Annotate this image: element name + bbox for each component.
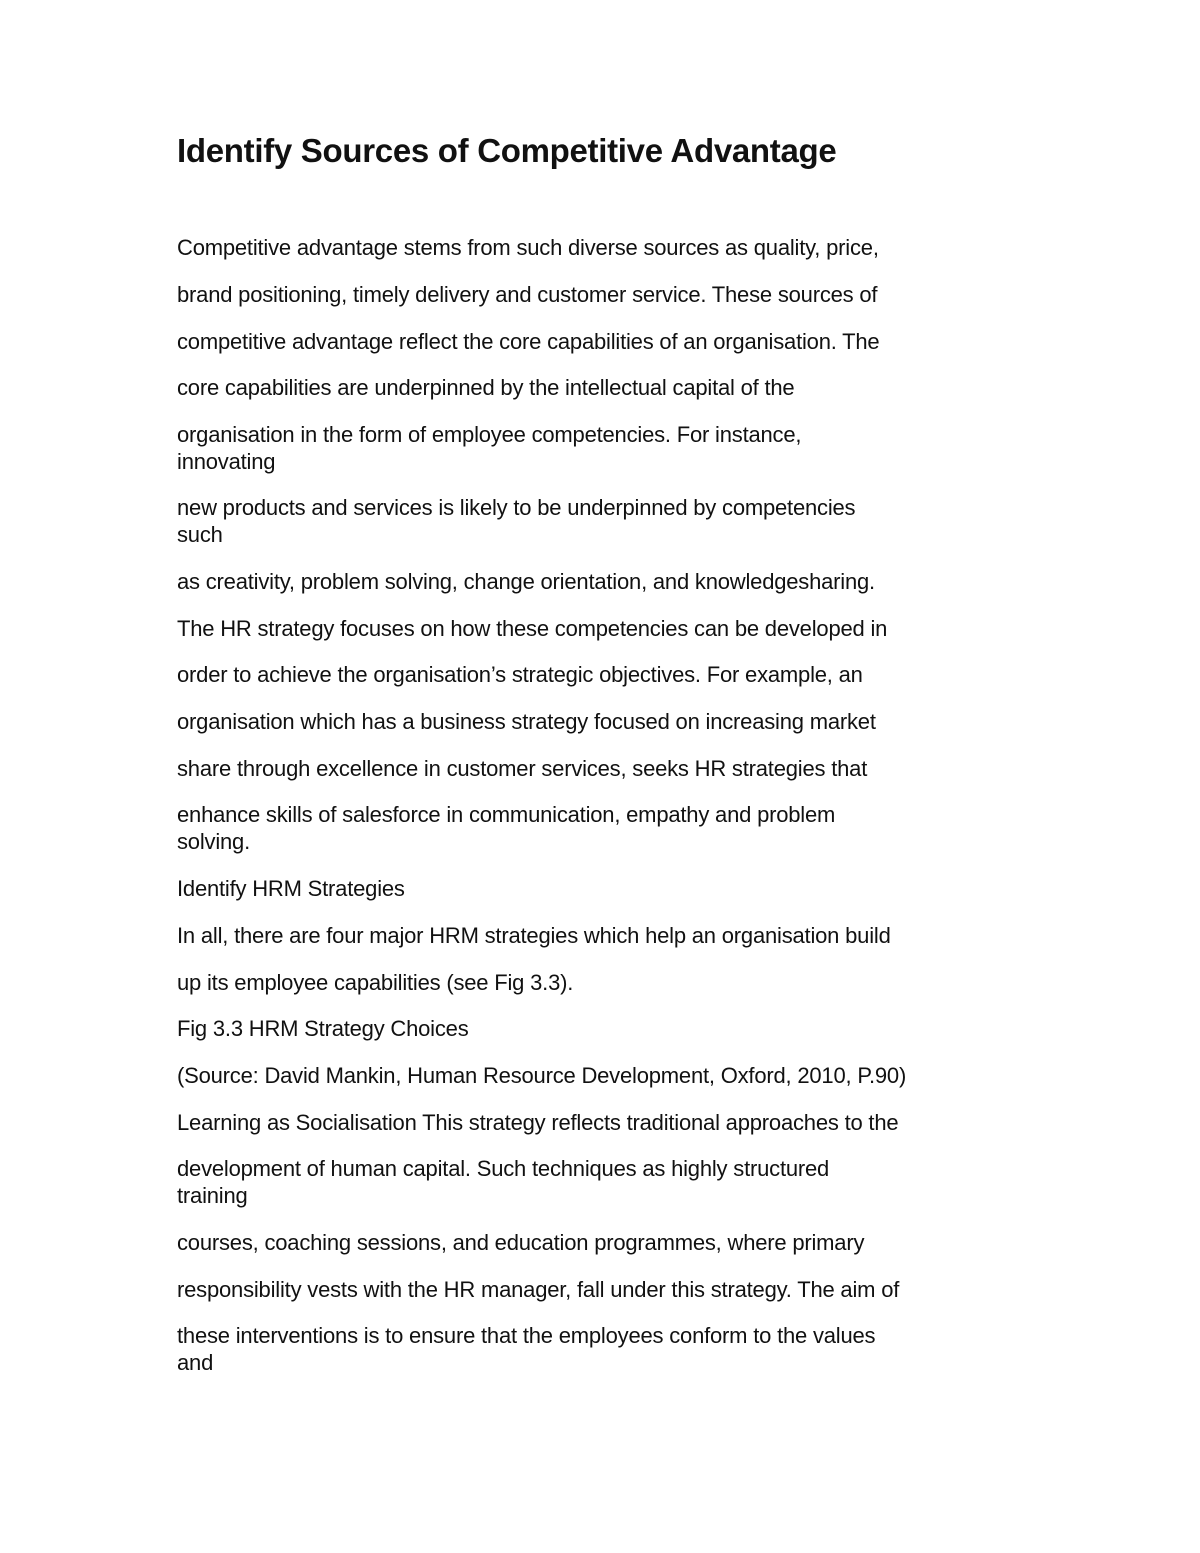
text-line: The HR strategy focuses on how these competencies can be developed in xyxy=(177,616,888,641)
text-line: core capabilities are underpinned by the intellectual capital of the xyxy=(177,375,795,400)
text-line: competitive advantage reflect the core capabilities of an organisation. The xyxy=(177,329,880,354)
text-line: enhance skills of salesforce in communication, empathy and problem solving. xyxy=(177,802,836,854)
text-line: courses, coaching sessions, and education programmes, where primary xyxy=(177,1230,865,1255)
text-line: up its employee capabilities (see Fig 3.3). xyxy=(177,970,574,995)
text-line: as creativity, problem solving, change orientation, and knowledgesharing. xyxy=(177,569,875,594)
document-title: Identify Sources of Competitive Advantage xyxy=(177,132,837,169)
text-line: organisation which has a business strategy focused on increasing market xyxy=(177,709,876,734)
text-line: new products and services is likely to be underpinned by competencies such xyxy=(177,495,856,547)
text-line: organisation in the form of employee competencies. For instance, innovating xyxy=(177,422,802,474)
figure-source: (Source: David Mankin, Human Resource Development, Oxford, 2010, P.90) xyxy=(177,1063,907,1088)
text-line: Learning as Socialisation This strategy reflects traditional approaches to the xyxy=(177,1110,899,1135)
text-line: Competitive advantage stems from such diverse sources as quality, price, xyxy=(177,235,879,260)
text-line: brand positioning, timely delivery and customer service. These sources of xyxy=(177,282,878,307)
figure-caption: Fig 3.3 HRM Strategy Choices xyxy=(177,1016,469,1041)
text-line: order to achieve the organisation’s strategic objectives. For example, an xyxy=(177,662,863,687)
text-line: In all, there are four major HRM strategies which help an organisation build xyxy=(177,923,891,948)
section-heading: Identify HRM Strategies xyxy=(177,876,405,901)
text-line: share through excellence in customer services, seeks HR strategies that xyxy=(177,756,868,781)
text-line: these interventions is to ensure that the employees conform to the values and xyxy=(177,1323,876,1375)
text-line: development of human capital. Such techniques as highly structured training xyxy=(177,1156,830,1208)
text-line: responsibility vests with the HR manager, fall under this strategy. The aim of xyxy=(177,1277,900,1302)
